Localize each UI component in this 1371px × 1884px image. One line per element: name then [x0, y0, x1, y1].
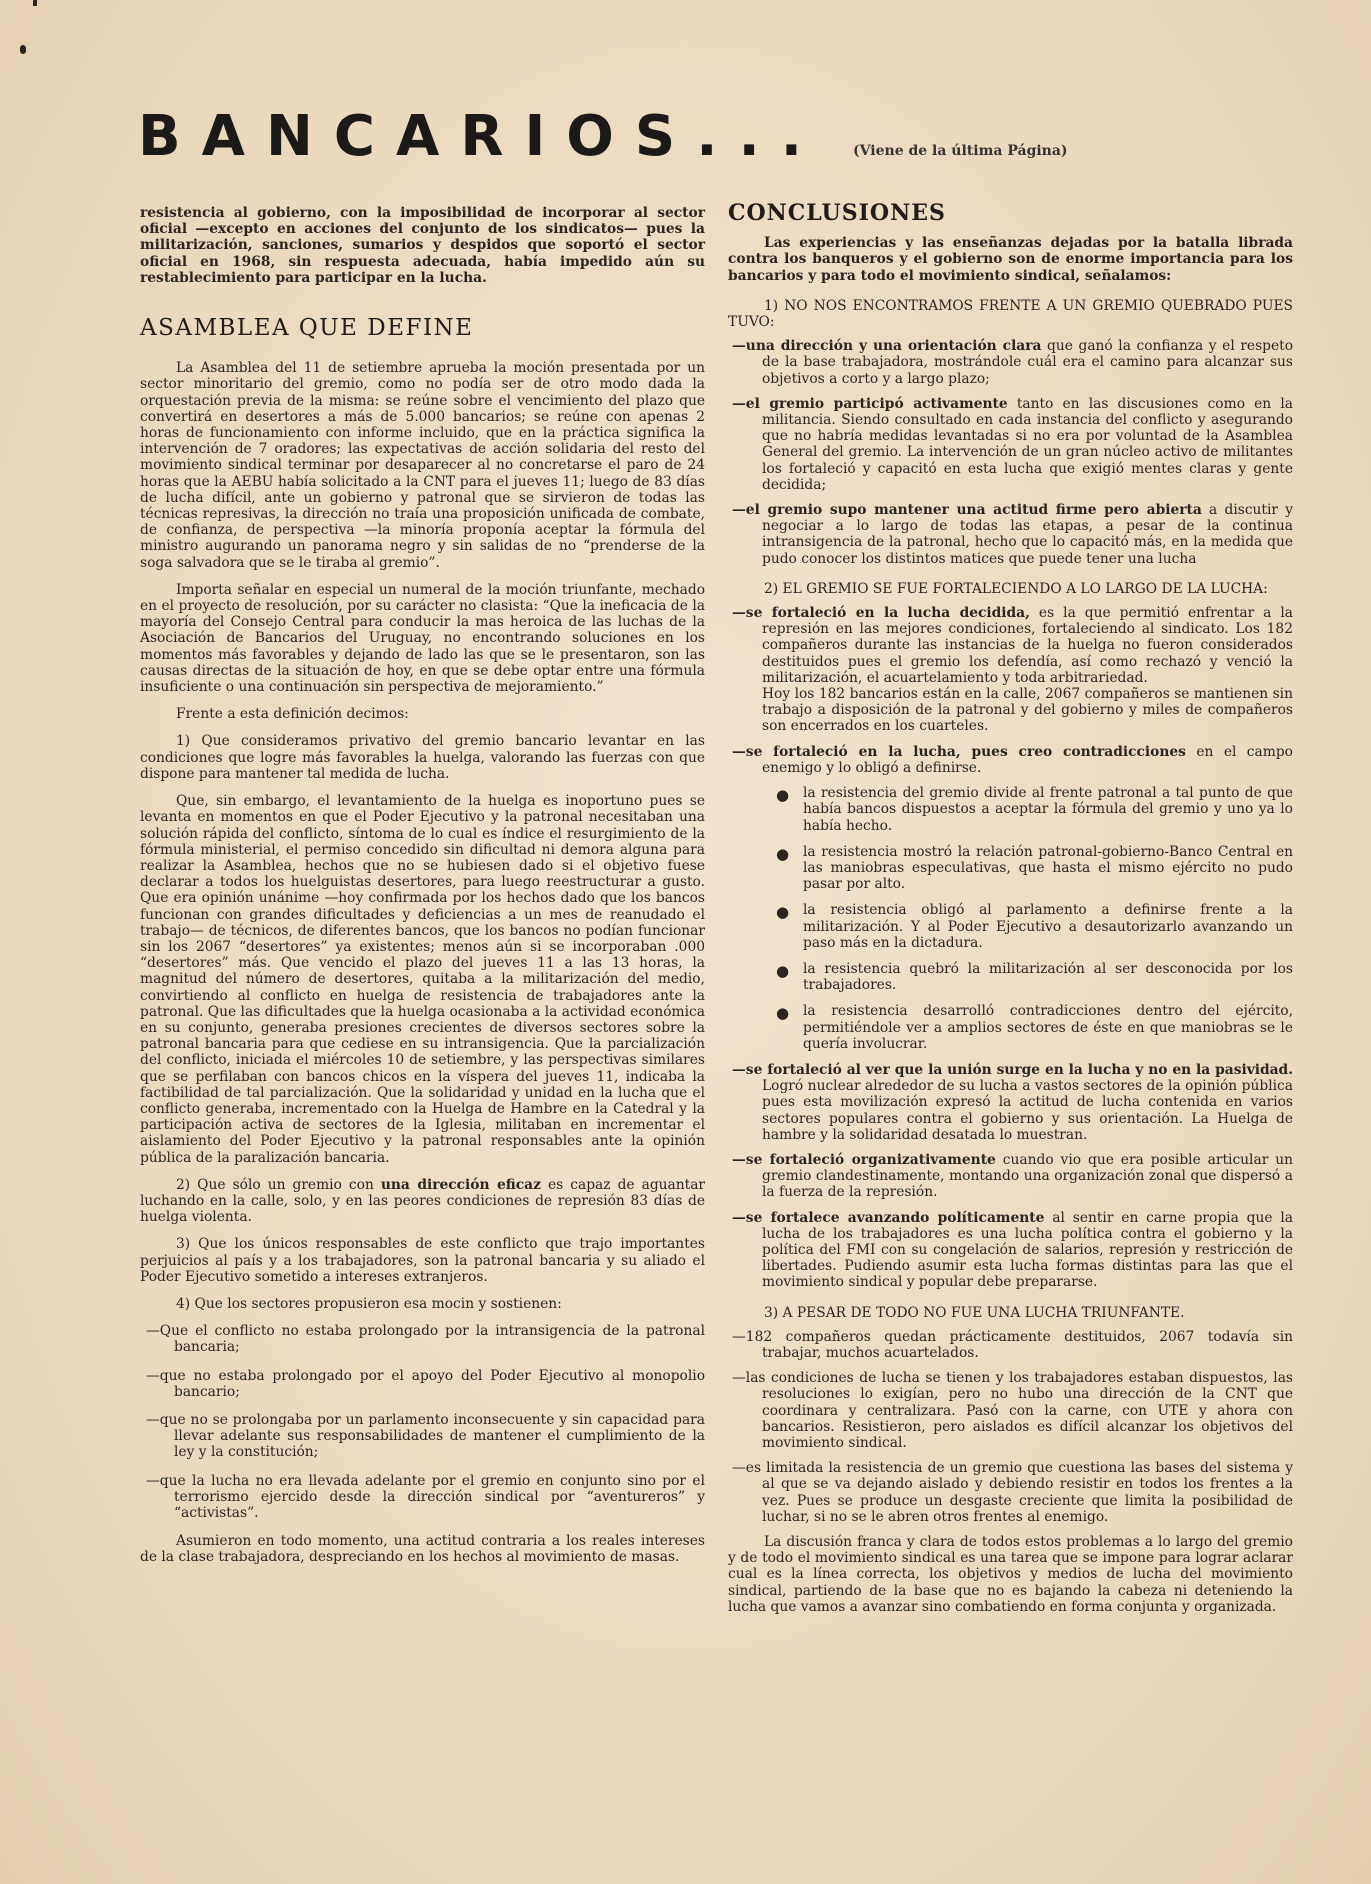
text-run-bold: —una dirección y una orientación clara [732, 338, 1042, 355]
paragraph: Que, sin embargo, el levantamiento de la huelga es inoportuno pues se levanta en momentos en que el Poder Ejecutivo y la patronal necesitaban una solución rápida del conflicto, síntoma de lo cual es índice el resurgimiento de la fórmula ministerial, el permiso concedido sin dificultad ni demora alguna para realizar la Asamblea, hechos que no se hubiesen dado si el objetivo fuese declarar a todos los huelguistas desertores, para luego reestructurar a gusto. Que era opinión unánime —hoy confirmada por los hechos dado que los bancos funcionan con grandes dificultades y deficiencias a un mes de reanudado el trabajo— de técnicos, de diferentes bancos, que los bancos no podían funcionar sin los 2067 “desertores” ya existentes; menos aún si se incorporaban .000 “desertores” más. Que vencido el plazo del jueves 11 a las 13 horas, la magnitud del número de desertores, quitaba a la militarización del medio, convirtiendo al conflicto en huelga de resistencia de trabajadores ante la patronal. Que las dificultades que la huelga ocasionaba a la actividad económica en su conjunto, generaba presiones crecientes de diversos sectores sobre la patronal bancaria para que cediese en su intransigencia. Que la parcialización del conflicto, iniciada el miércoles 10 de setiembre, y las perspectivas similares que se perfilaban con bancos chicos en la víspera del jueves 11, indicaba la factibilidad de tal parcialización. Que la solidaridad y unidad en la lucha que el conflicto generaba, incrementado con la Huelga de Hambre en la Catedral y la participación activa de sectores de la Iglesia, militaban en incrementar el aislamiento del Poder Ejecutivo y la patronal responsables ante la opinión pública de la paralización bancaria. [140, 793, 705, 1166]
text-run-bold: —se fortaleció en la lucha, pues creo contradicciones [732, 743, 1186, 760]
dash-item [728, 1152, 1293, 1201]
dash-item: —182 compañeros quedan prácticamente destituidos, 2067 todavía sin trabajar, muchos acuartelados. [732, 1328, 1293, 1361]
text-run-bold: —se fortaleció al ver que la unión surge en la lucha y no en la pasividad. [732, 1061, 1293, 1078]
dash-item: —Que el conflicto no estaba prolongado por la intransigencia de la patronal bancaria; [146, 1323, 705, 1356]
bullet-item [728, 961, 1293, 993]
bullet-icon: ● [776, 903, 790, 922]
dash-item: —es limitada la resistencia de un gremio que cuestiona las bases del sistema y al que se va dejando aislado y debiendo resistir en todos los frentes a la vez. Pues se produce un desgaste creciente que limita la posibilidad de luchar, si no se le abren otros frentes al enemigo. [732, 1460, 1293, 1525]
text-run: que ganó la confianza y el respeto de la base trabajadora, mostrándole cuál era el camino para alcanzar sus objetivos a corto y a largo plazo; [762, 338, 1294, 387]
dash-item: —que no estaba prolongado por el apoyo del Poder Ejecutivo al monopolio bancario; [146, 1367, 705, 1400]
bullet-text: la resistencia quebró la militarización al ser desconocida por los trabajadores. [803, 960, 1293, 994]
print-speck [20, 45, 26, 54]
bullet-text: la resistencia obligó al parlamento a definirse frente a la militarización. Y al Poder Ejecutivo a desautorizarlo avanzando un paso más en la dictadura. [803, 902, 1293, 951]
dash-item: —que no se prolongaba por un parlamento inconsecuente y sin capacidad para llevar adelante sus responsabilidades de mantener el cumplimiento de la ley y la constitución; [146, 1412, 705, 1461]
bullet-icon: ● [776, 1004, 790, 1023]
bullet-icon: ● [776, 844, 790, 863]
text-run: en el campo enemigo y lo obligó a definirse. [762, 743, 1293, 776]
dash-item [728, 605, 1293, 735]
text-run-bold: —se fortaleció en la lucha decidida, [732, 605, 1030, 622]
text-run: cuando vio que era posible articular un gremio clandestinamente, montando una organización zonal que dispersó a la fuerza de la represión. [762, 1151, 1293, 1201]
closing-paragraph: La discusión franca y clara de todos estos problemas a lo largo del gremio y de todo el movimiento sindical es una tarea que se impone para lograr aclarar cual es la línea correcta, los objetivos y medios de lucha del movimiento sindical, partiendo de la base que no es bajando la cabeza ni deteniendo la lucha que vamos a avanzar sino combatiendo en forma conjunta y organizada. [728, 1534, 1293, 1615]
paragraph: 3) Que los únicos responsables de este conflicto que trajo importantes perjuicios al país y a los trabajadores, son la patronal bancaria y su aliado el Poder Ejecutivo sometido a intereses extranjeros. [140, 1236, 705, 1285]
dash-item [728, 744, 1293, 776]
conclusion-1-heading: 1) NO NOS ENCONTRAMOS FRENTE A UN GREMIO QUEBRADO PUES TUVO: [728, 297, 1293, 331]
dash-item [728, 502, 1293, 567]
text-run-bold: —se fortalece avanzando políticamente [732, 1209, 1045, 1226]
text-run-bold: una dirección eficaz [380, 1176, 541, 1193]
bullet-item [728, 785, 1293, 834]
text-run: 2) Que sólo un gremio con [176, 1176, 381, 1193]
bullet-item [728, 1003, 1293, 1052]
section-heading-conclusiones: CONCLUSIONES [728, 200, 946, 226]
paragraph: 4) Que los sectores propusieron esa mocin y sostienen: [176, 1295, 562, 1312]
bullet-item [728, 902, 1293, 951]
bullet-icon: ● [776, 961, 790, 980]
paragraph: Frente a esta definición decimos: [176, 706, 409, 723]
page-header [138, 95, 1288, 169]
page-title: BANCARIOS... [138, 104, 824, 169]
section-heading-asamblea: ASAMBLEA QUE DEFINE [140, 315, 474, 342]
dash-item [728, 1062, 1293, 1143]
intro-paragraph: resistencia al gobierno, con la imposibilidad de incorporar al sector oficial —excepto en acciones del conjunto de los sindicatos— pues la militarización, sanciones, sumarios y despidos que soportó el sector oficial en 1968, sin respuesta adecuada, había impedido aún su restablecimiento para participar en la lucha. [140, 205, 705, 286]
bullet-text: la resistencia del gremio divide al frente patronal a tal punto de que había bancos dispuestos a aceptar la fórmula del gremio y uno ya lo había hecho. [803, 785, 1293, 834]
text-run: es la que permitió enfrentar a la represión en las mejores condiciones, fortaleciendo al sindicato. Los 182 compañeros durante las instancias de la huelga no fueron considerados destituidos pues el gremio los defendía, así como rechazó y venció la militarización, el acuartelamiento y toda arbitrariedad. [762, 605, 1293, 686]
left-column [140, 205, 705, 1577]
conclusion-3-heading: 3) A PESAR DE TODO NO FUE UNA LUCHA TRIUNFANTE. [764, 1304, 1185, 1321]
text-run-bold: —el gremio supo mantener una actitud firme pero abierta [732, 502, 1202, 519]
paragraph [140, 1177, 705, 1226]
text-run: es capaz de aguantar luchando en la calle, solo, y en las peores condiciones de represión 83 días de huelga violenta. [140, 1176, 706, 1226]
bullet-list [728, 785, 1293, 1052]
paragraph: Importa señalar en especial un numeral de la moción triunfante, mechado en el proyecto de resolución, por su carácter no clasista: “Que la ineficacia de la mayoría del Consejo Central para conducir la mas heroica de las luchas de la Asociación de Bancarios del Uruguay, no encontrando soluciones en los momentos más favorables y dejando de lado las que se le presentaron, son las causas directas de la situación de hoy, en que se debe optar entre una fórmula insuficiente o una continuación sin perspectiva de mejoramiento.” [140, 581, 705, 696]
text-run: Hoy los 182 bancarios están en la calle, 2067 compañeros se mantienen sin trabajo a disposición de la patronal y del gobierno y miles de compañeros son encerrados en los cuarteles. [762, 686, 1293, 735]
bullet-text: la resistencia mostró la relación patronal-gobierno-Banco Central en las maniobras especulativas, que hasta el mismo ejército no pudo pasar por alto. [803, 843, 1293, 893]
dash-item [728, 338, 1293, 387]
paragraph: Asumieron en todo momento, una actitud contraria a los reales intereses de la clase trabajadora, despreciando en los hechos al movimiento de masas. [140, 1533, 705, 1566]
bullet-text: la resistencia desarrolló contradicciones dentro del ejército, permitiéndole ver a amplios sectores de éste en que maniobras se le quería involucrar. [803, 1003, 1293, 1052]
print-speck [33, 0, 37, 6]
dash-item: —que la lucha no era llevada adelante por el gremio en conjunto sino por el terrorismo ejercido desde la dirección sindical por “aventureros” y “activistas”. [146, 1472, 705, 1522]
conclusions-intro: Las experiencias y las enseñanzas dejadas por la batalla librada contra los banqueros y el gobierno son de enorme importancia para los bancarios y para todo el movimiento sindical, señalamos: [728, 235, 1293, 284]
dash-item [728, 396, 1293, 493]
text-run: Logró nuclear alrededor de su lucha a vastos sectores de la opinión pública pues esta movilización expresó la actitud de lucha contenida en varios sectores populares contra el gobierno y sus orientación. La Huelga de hambre y la solidaridad desatada lo muestran. [762, 1078, 1293, 1143]
text-run: al sentir en carne propia que la lucha de los trabajadores es una lucha política contra el gobierno y la política del FMI con su congelación de salarios, represión y restricción de libertades. Pudiendo asumir esta lucha formas distintas para las que el movimiento sindical y popular debe prepararse. [762, 1209, 1293, 1291]
text-run-bold: —el gremio participó activamente [732, 395, 1008, 412]
text-run-bold: —se fortaleció organizativamente [732, 1151, 996, 1168]
paragraph: La Asamblea del 11 de setiembre aprueba la moción presentada por un sector minoritario del gremio, como no podía ser de otro modo dada la orquestación previa de la misma: se reúne sobre el vencimiento del plazo que convertirá en desertores a más de 5.000 bancarios; se reúne con apenas 2 horas de funcionamiento con informe incluido, que en la práctica significa la intervención de 7 oradores; las expectativas de acción solidaria del resto del movimiento sindical terminar por desaparecer al no concretarse el paro de 24 horas que la AEBU había solicitado a la CNT para el jueves 11; luego de 83 días de lucha difícil, ante un gobierno y patronal que se sirvieron de todas las técnicas represivas, la dirección no traía una proposición unificada de combate, de confianza, de perspectiva —la minoría proponía aceptar la fórmula del ministro augurando un panorama negro y sin salidas de no “prenderse de la soga salvadora que se le tiraba al gremio”. [140, 360, 705, 571]
bullet-icon: ● [776, 786, 790, 805]
conclusion-2-heading: 2) EL GREMIO SE FUE FORTALECIENDO A LO LARGO DE LA LUCHA: [764, 580, 1268, 597]
dash-item: —las condiciones de lucha se tienen y los trabajadores estaban dispuestos, las resoluciones lo exigían, pero no hubo una dirección de la CNT que coordinara y centralizara. Pasó con la carne, con UTE y ahora con bancarios. Resistieron, pero aislados es difícil alcanzar los objetivos del movimiento sindical. [732, 1370, 1293, 1451]
bullet-item [728, 844, 1293, 893]
text-run: tanto en las discusiones como en la militancia. Siendo consultado en cada instancia del conflicto y asegurando que no habría medidas levantadas si no era por voluntad de la Asamblea General del gremio. La intervención de un gran núcleo activo de militantes los fortaleció y capacitó en esta lucha que exigió mentes claras y gente decidida; [762, 395, 1293, 493]
paragraph: 1) Que consideramos privativo del gremio bancario levantar en las condiciones que logre más favorables la huelga, valorando las fuerzas con que dispone para mantener tal medida de lucha. [140, 733, 705, 782]
text-run: a discutir y negociar a lo largo de todas las etapas, a pesar de la continua intransigencia de la patronal, hecho que lo capacitó más, en la medida que pudo conocer los distintos matices que puede tener una lucha [762, 502, 1293, 567]
dash-item [728, 1210, 1293, 1291]
page-subtitle: (Viene de la última Página) [853, 143, 1068, 159]
right-column [728, 200, 1294, 1626]
